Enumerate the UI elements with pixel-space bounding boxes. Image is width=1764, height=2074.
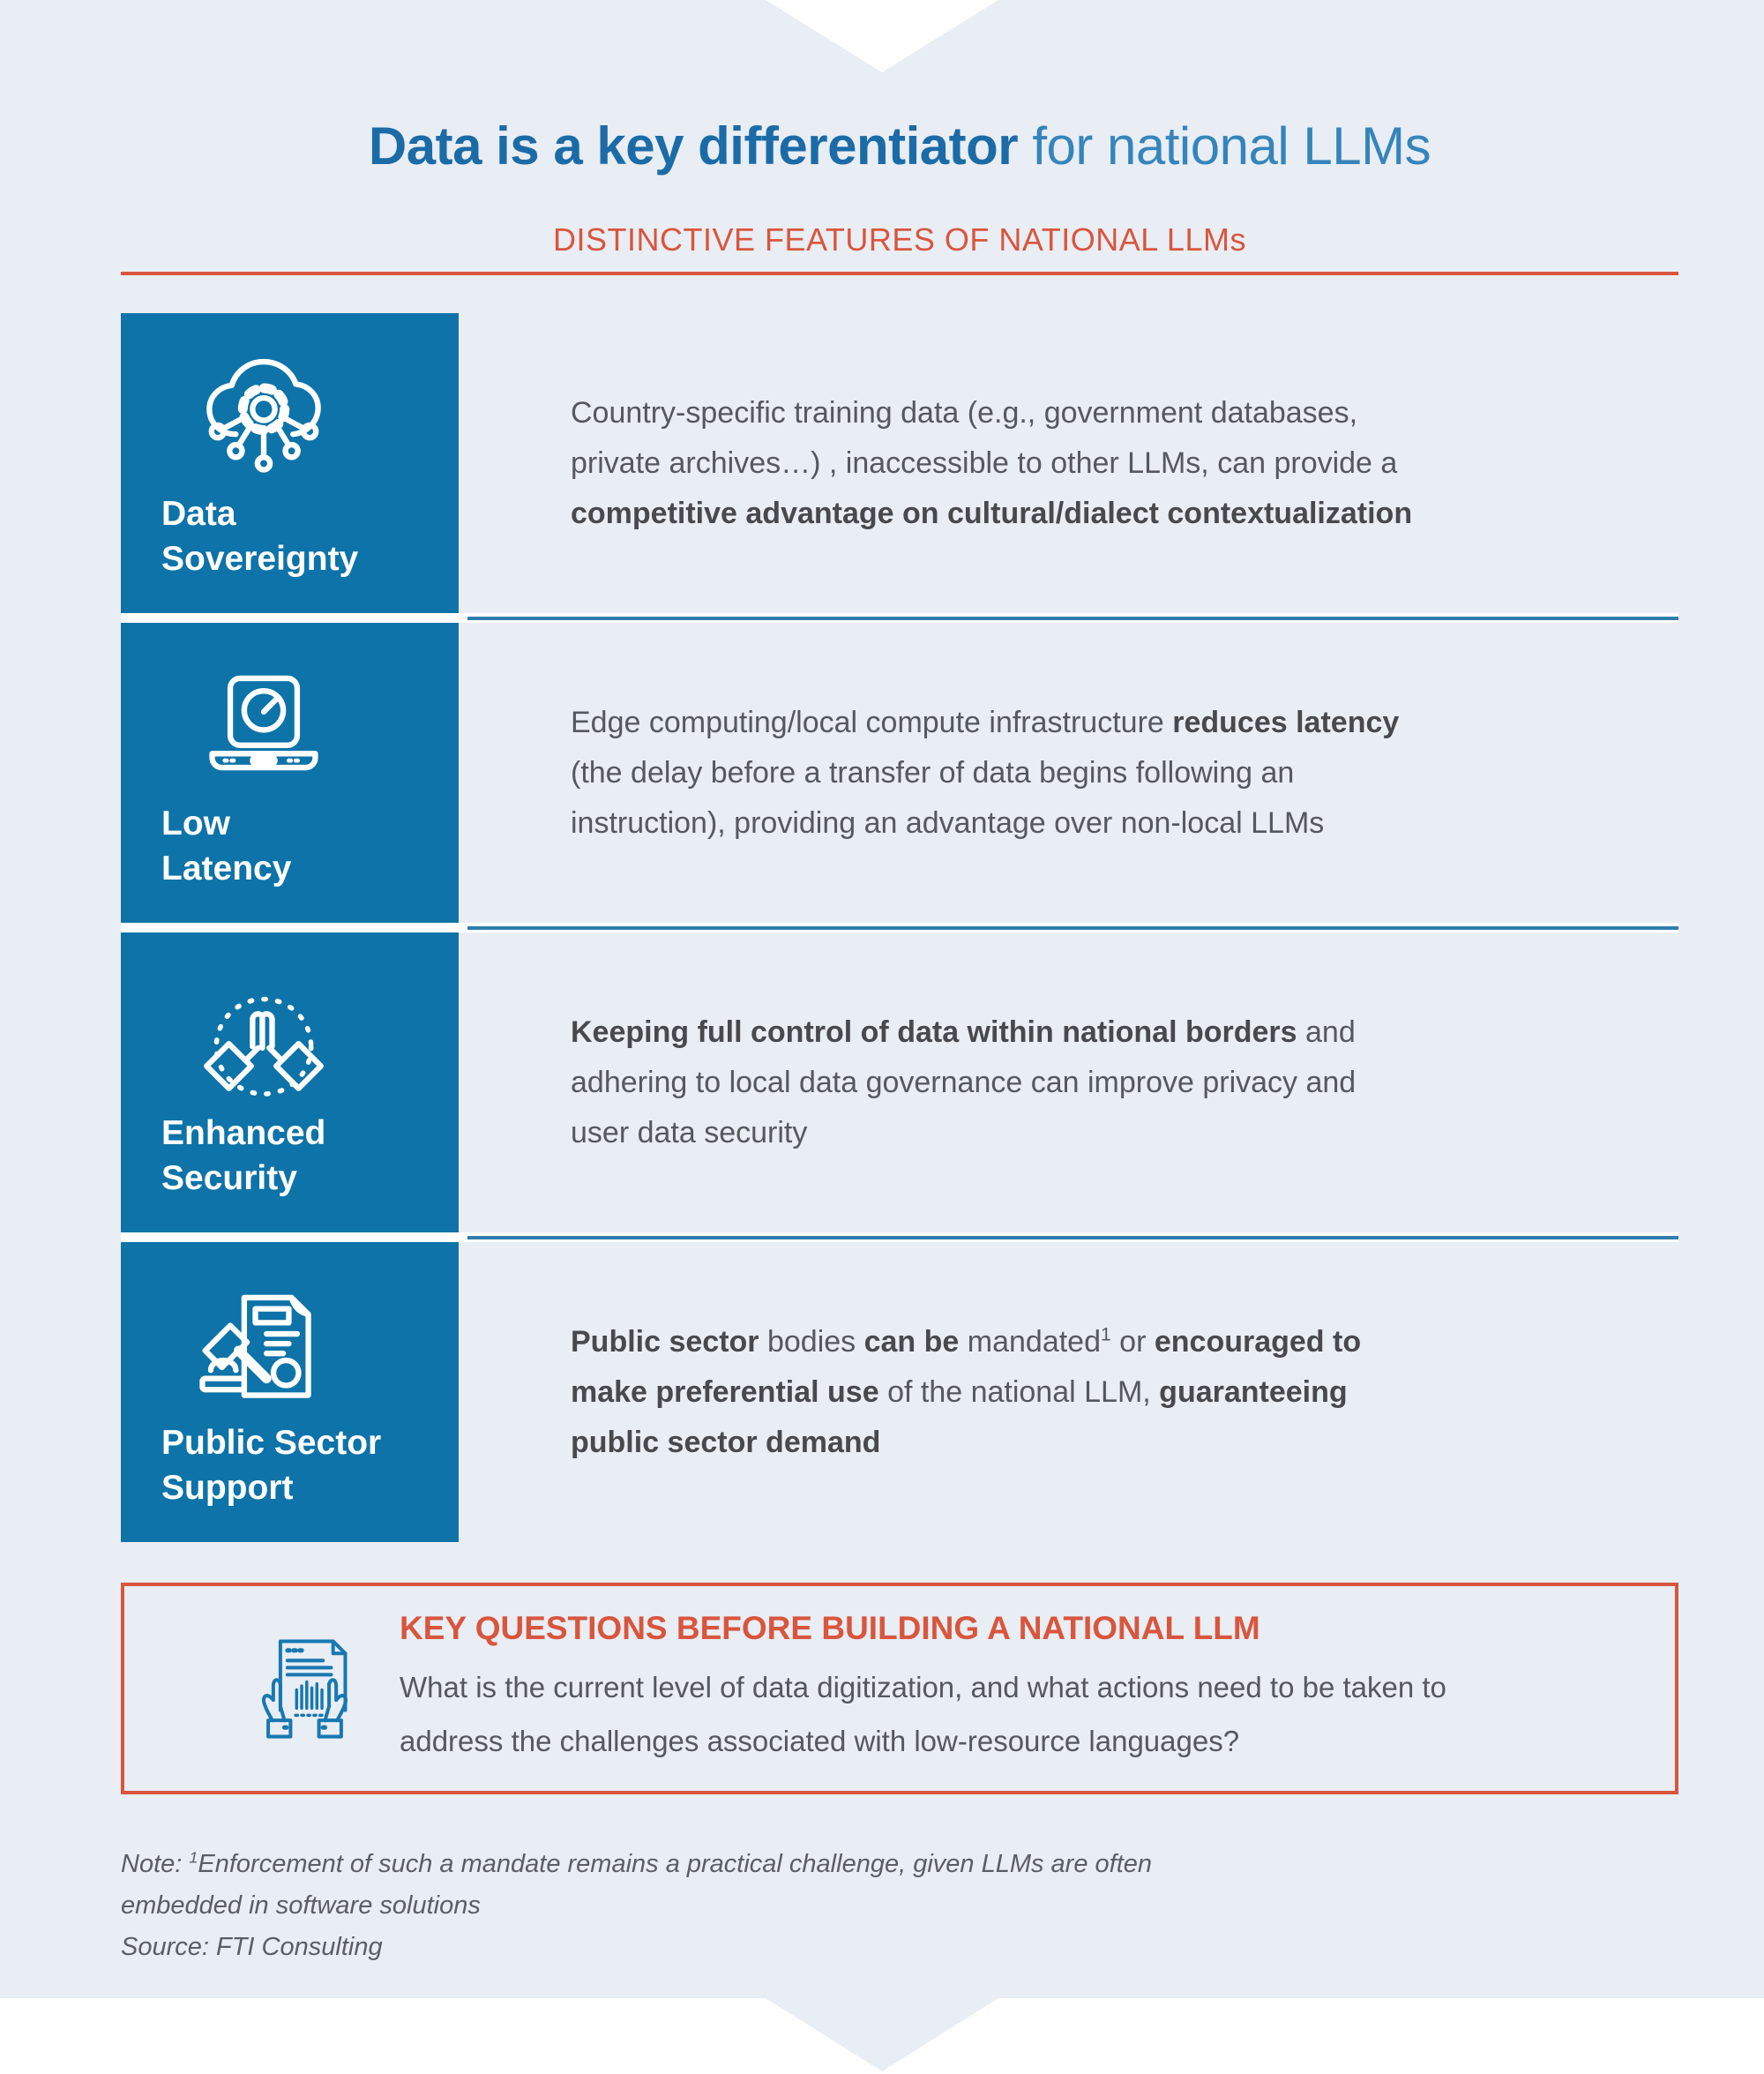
feature-box: [121, 313, 459, 613]
feature-label: Enhanced Security: [161, 1114, 326, 1197]
feature-description: Edge computing/local compute infrastructure reduces latency (the delay before a transfer of data begins following an instruction), providing an advantage over non-local LLMs: [571, 705, 1400, 840]
feature-label: Low Latency: [161, 805, 292, 887]
feature-row-enhanced-security: [121, 932, 1678, 1232]
feature-description: Keeping full control of data within national borders and adhering to local data governance can improve privacy and user data security: [571, 1015, 1357, 1149]
key-questions-box: [121, 1583, 1678, 1794]
gavel-document-icon: [186, 1281, 341, 1420]
document-hands-icon: [254, 1629, 355, 1749]
feature-box: [121, 932, 459, 1232]
red-divider-rule: [121, 272, 1678, 275]
key-questions-heading: KEY QUESTIONS BEFORE BUILDING A NATIONAL LLM: [400, 1610, 1260, 1646]
feature-box: [121, 623, 459, 923]
feature-label: Public Sector Support: [161, 1424, 382, 1507]
page-title-bold: Data is a key differentiator: [368, 116, 1019, 176]
feature-description: Public sector bodies can be mandated$^1$ or encouraged to make preferential use of the national LLM, guaranteeing public sector demand: [571, 1324, 1362, 1459]
feature-row-data-sovereignty: [121, 313, 1678, 613]
key-questions-body: What is the current level of data digitization, and what actions need to be taken to address the challenges associated with low-resource languages?: [400, 1671, 1446, 1757]
content-area: [121, 0, 1678, 1968]
cloud-network-icon: [186, 352, 341, 491]
feature-description: Country-specific training data (e.g., government databases, private archives…) , inaccessible to other LLMs, can provide a competitive advantage on cultural/dialect contextualization: [571, 395, 1413, 530]
row-divider: [121, 923, 1678, 932]
footnote: [121, 1844, 1678, 1968]
feature-label: Data Sovereignty: [161, 495, 359, 578]
row-divider: [121, 1232, 1678, 1242]
key-questions-text: [400, 1609, 1446, 1768]
laptop-speedometer-icon: [186, 662, 341, 801]
section-subtitle: DISTINCTIVE FEATURES OF NATIONAL LLMs: [553, 221, 1246, 258]
row-divider: [121, 613, 1678, 623]
page-title: [121, 0, 1678, 187]
footnote-source: Source: FTI Consulting: [121, 1933, 383, 1961]
feature-row-public-sector-support: [121, 1242, 1678, 1542]
feature-box: [121, 1242, 459, 1542]
page-title-light: for national LLMs: [1018, 116, 1431, 176]
handshake-icon: [186, 971, 341, 1111]
footnote-note: Note: $^1$Enforcement of such a mandate remains a practical challenge, given LLMs are often embedded in software solutions: [121, 1848, 1153, 1920]
feature-row-low-latency: [121, 623, 1678, 923]
features-table: [121, 313, 1678, 1542]
